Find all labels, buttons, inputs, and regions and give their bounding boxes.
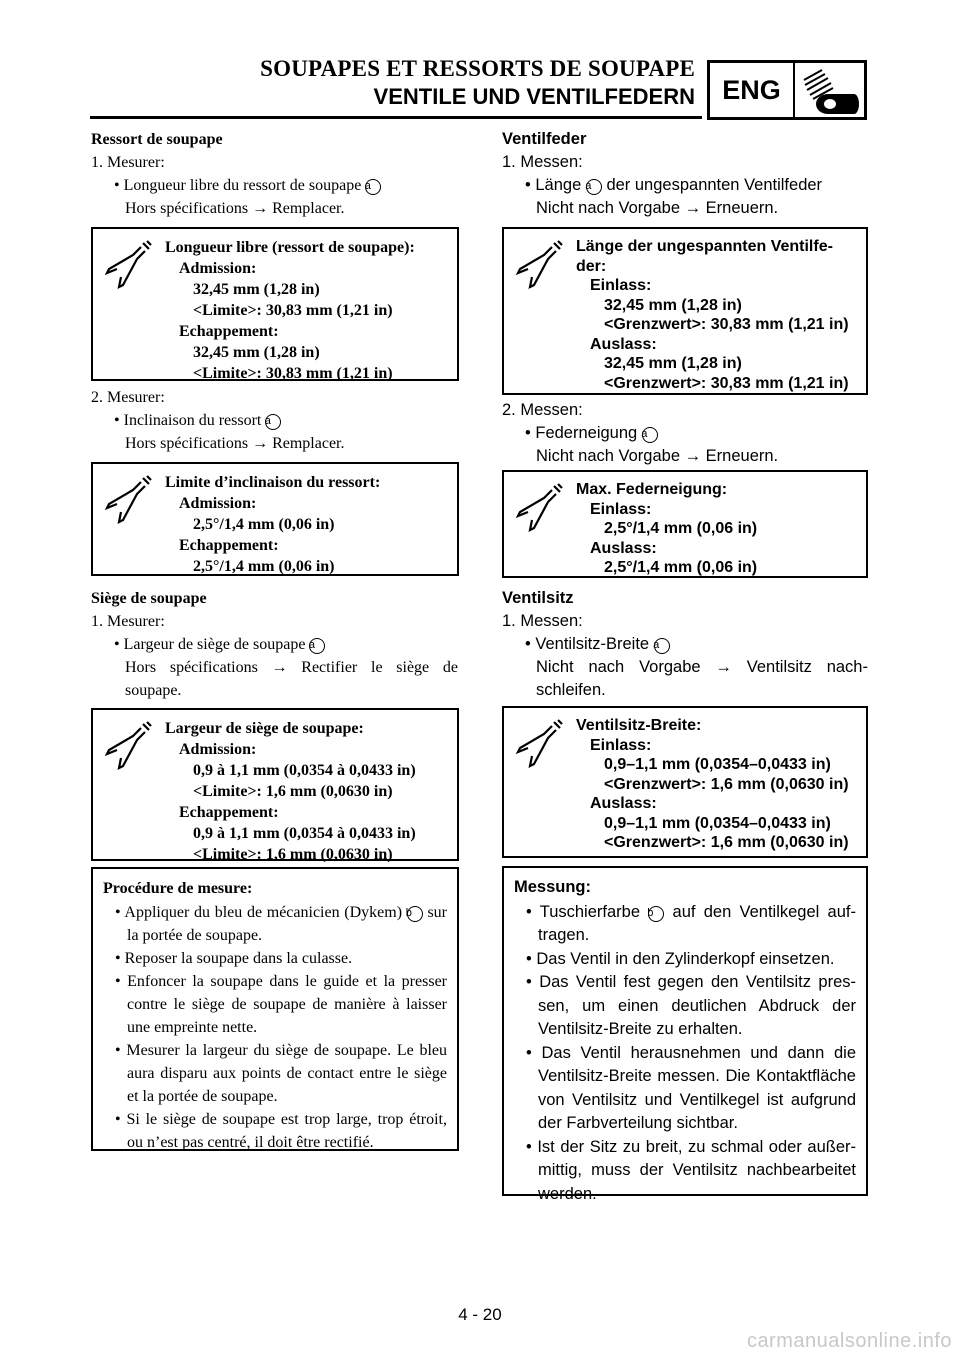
fr-seat-action: Hors spécifications → Rectifier le siège de soupape.	[125, 659, 458, 699]
fr-spec-tilt: Limite d’inclinaison du ressort: Admission: 2,5°/1,4 mm (0,06 in) Echappement: 2,5°/1,4 mm (0,06 in)	[91, 462, 459, 576]
engine-section-icon	[800, 66, 862, 118]
fr-procedure-box	[91, 867, 459, 1151]
de-tilt-step2: 2. Messen:	[502, 401, 583, 419]
wrench-spec-icon	[103, 720, 153, 770]
section-badge-label: ENG	[710, 63, 795, 117]
de-procedure-item: • Das Ventil in den Zylinderkopf einsetzen.	[526, 949, 835, 968]
fr-tilt-bullet: • Inclinaison du ressort a	[91, 409, 458, 432]
de-spec-seat-width: Ventilsitz-Breite: Einlass: 0,9–1,1 mm (0,0354–0,0433 in) <Grenzwert>: 1,6 mm (0,0630 in) Auslass: 0,9–1,1 mm (0,0354–0,0433 in) <Grenzwert>: 1,6 mm (0,0630 in)	[502, 706, 868, 858]
wrench-spec-icon	[103, 239, 153, 289]
header-rule	[90, 116, 702, 119]
ref-a-icon: a	[265, 414, 281, 430]
fr-seat-bullet: • Largeur de siège de soupape a	[91, 633, 458, 656]
wrench-spec-icon	[514, 718, 564, 768]
de-seat-title: Ventilsitz	[502, 589, 574, 607]
de-procedure-item: • Das Ventil herausnehmen und dann die Ventilsitz-Breite messen. Die Kontaktfläche von Ventilsitz und Ventilkegel ist aufgrund der Farbverteilung sichtbar.	[526, 1043, 856, 1132]
watermark: carmanualsonline.info	[746, 1330, 952, 1352]
de-procedure-box	[502, 866, 868, 1203]
header-title-de: VENTILE UND VENTILFEDERN	[373, 84, 695, 109]
de-spring-action1: Nicht nach Vorgabe → Erneuern.	[536, 199, 779, 217]
fr-spec-seat-width: Largeur de siège de soupape: Admission: 0,9 à 1,1 mm (0,0354 à 0,0433 in) <Limite>: 1,6 mm (0,0630 in) Echappement: 0,9 à 1,1 mm (0,0354 à 0,0433 in) <Limite>: 1,6 mm (0,0630 in)	[91, 708, 459, 861]
de-spring-bullet1: • Länge a der ungespannten Ventilfeder	[525, 176, 823, 194]
de-tilt-action: Nicht nach Vorgabe → Erneuern.	[536, 447, 779, 465]
de-procedure-title: Messung:	[514, 878, 592, 896]
fr-spring-section	[91, 128, 458, 220]
de-spring-title: Ventilfeder	[502, 130, 587, 148]
de-tilt-section	[502, 399, 868, 468]
fr-tilt-step2: 2. Mesurer:	[91, 389, 165, 406]
de-seat-step1: 1. Messen:	[502, 612, 583, 630]
wrench-spec-icon	[514, 239, 564, 289]
fr-tilt-section	[91, 386, 458, 455]
de-seat-section	[502, 587, 868, 702]
de-procedure-item: • Ist der Sitz zu breit, zu schmal oder außermittig, muss der Ventilsitz nachbearbeitet werden.	[526, 1137, 856, 1203]
fr-spec-free-length: Longueur libre (ressort de soupape): Admission: 32,45 mm (1,28 in) <Limite>: 30,83 mm (1,21 in) Echappement: 32,45 mm (1,28 in) <Limite>: 30,83 mm (1,21 in)	[91, 227, 459, 381]
ref-a-icon: a	[309, 638, 325, 654]
ref-a-icon: a	[586, 179, 602, 195]
fr-spring-bullet1: • Longueur libre du ressort de soupape a	[91, 174, 458, 197]
fr-procedure-item: • Mesurer la largeur du siège de soupape. Le bleu aura disparu aux points de contact entre le siège et la portée de soupape.	[115, 1042, 448, 1105]
fr-tilt-action: Hors spécifications → Remplacer.	[125, 435, 345, 452]
header-title-fr: SOUPAPES ET RESSORTS DE SOUPAPE	[260, 56, 695, 81]
fr-spring-action1: Hors spécifications → Remplacer.	[125, 200, 345, 217]
de-spec-free-length: Länge der ungespannten Ventilfe- der: Einlass: 32,45 mm (1,28 in) <Grenzwert>: 30,83 mm (1,21 in) Auslass: 32,45 mm (1,28 in) <Grenzwert>: 30,83 mm (1,21 in)	[502, 227, 868, 395]
fr-procedure-item: • Si le siège de soupape est trop large, trop étroit, ou n’est pas centré, il doit être rectifié.	[115, 1111, 447, 1151]
fr-procedure-title: Procédure de mesure:	[103, 880, 253, 897]
wrench-spec-icon	[514, 482, 564, 532]
wrench-spec-icon	[103, 474, 153, 524]
fr-spring-step1: 1. Mesurer:	[91, 154, 165, 171]
ref-a-icon: a	[365, 179, 381, 195]
fr-spring-title: Ressort de soupape	[91, 131, 223, 148]
page-number: 4 - 20	[458, 1305, 502, 1324]
de-seat-action: Nicht nach Vorgabe → Ventilsitz nachschleifen.	[536, 658, 868, 699]
de-spec-tilt: Max. Federneigung: Einlass: 2,5°/1,4 mm (0,06 in) Auslass: 2,5°/1,4 mm (0,06 in)	[502, 470, 868, 578]
de-spring-section	[502, 128, 868, 220]
fr-seat-title: Siège de soupape	[91, 590, 207, 607]
de-spring-step1: 1. Messen:	[502, 153, 583, 171]
fr-procedure-item: • Appliquer du bleu de mécanicien (Dykem) b sur la portée de soupape.	[115, 904, 448, 944]
de-seat-bullet: • Ventilsitz-Breite a	[502, 633, 868, 656]
de-tilt-bullet: • Federneigung a	[502, 422, 868, 445]
fr-procedure-item: • Enfoncer la soupape dans le guide et la presser contre le siège de soupape de manière à laisser une empreinte nette.	[115, 973, 447, 1036]
fr-seat-section	[91, 587, 458, 702]
fr-seat-step1: 1. Mesurer:	[91, 613, 165, 630]
ref-b-icon: b	[648, 906, 664, 922]
ref-b-icon: b	[407, 906, 423, 922]
ref-a-icon: a	[642, 427, 658, 443]
ref-a-icon: a	[654, 638, 670, 654]
de-procedure-item: • Das Ventil fest gegen den Ventilsitz pressen, um einen deutlichen Abdruck der Ventilsitz-Breite zu erhalten.	[526, 973, 856, 1038]
fr-procedure-item: • Reposer la soupape dans la culasse.	[115, 950, 353, 967]
de-procedure-item: • Tuschierfarbe b auf den Ventilkegel auftragen.	[526, 902, 856, 944]
section-badge	[707, 60, 867, 120]
